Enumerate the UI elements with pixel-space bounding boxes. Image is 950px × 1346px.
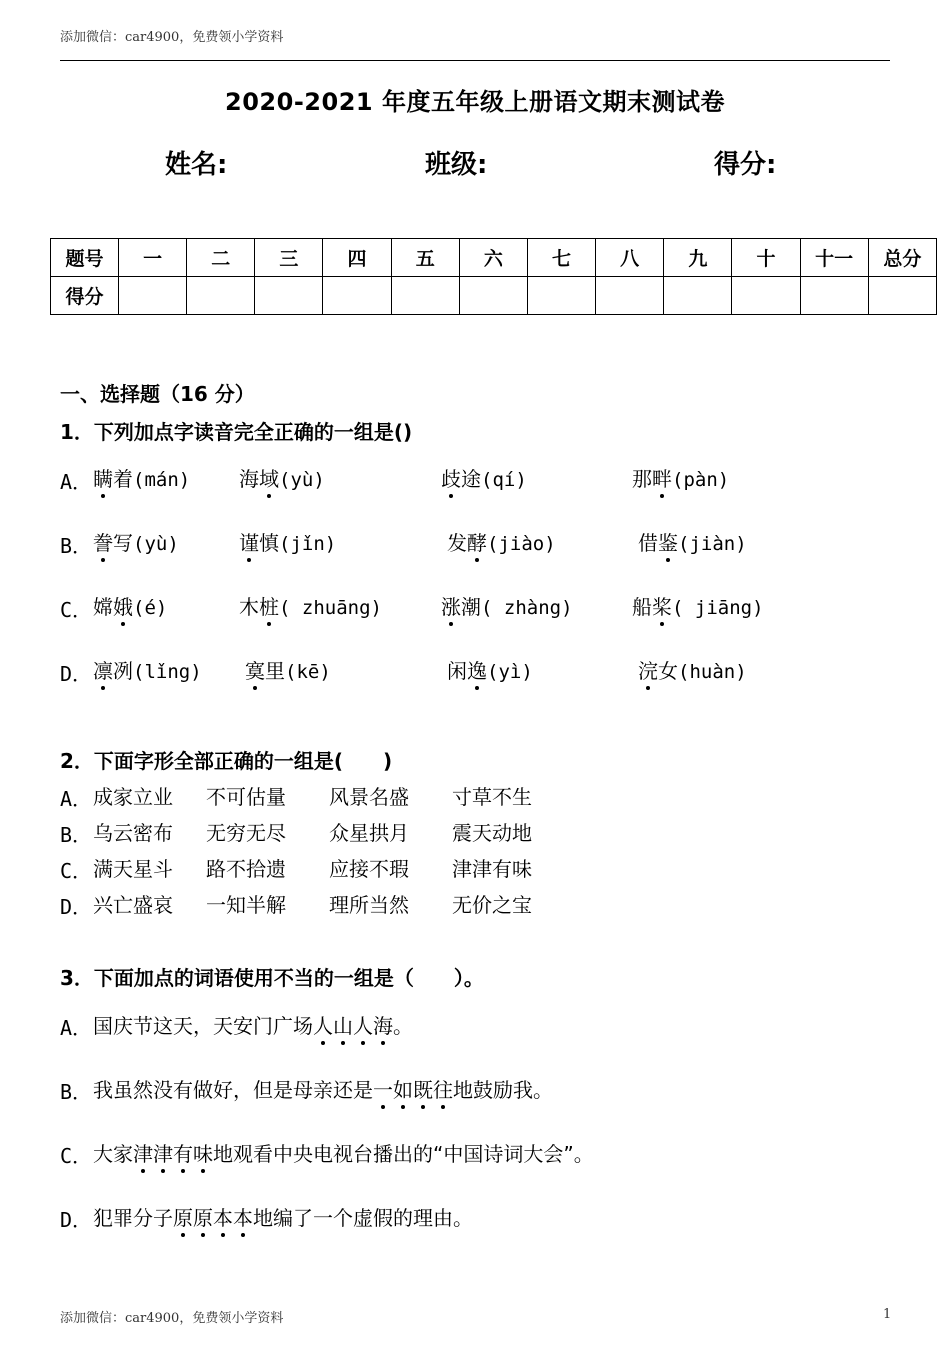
score-table-score-row: [51, 277, 937, 315]
q2-word: 震天动地: [452, 821, 532, 845]
pinyin: (yù): [133, 533, 179, 555]
q2-word: 应接不瑕: [329, 857, 409, 881]
dotted-char: 本: [233, 1202, 253, 1231]
word-text: 里: [265, 659, 285, 683]
score-table: [50, 238, 937, 315]
q1-option-item: [638, 655, 747, 684]
dotted-char: 海: [373, 1010, 393, 1039]
word-text: 慎: [259, 531, 279, 555]
q1-option-item: [447, 527, 556, 556]
q3-option-letter: D．: [60, 1208, 93, 1232]
header-text: 添加微信：car4900，免费领小学资料: [60, 30, 284, 45]
score-cell: [187, 277, 255, 315]
q2-word: 乌云密布: [93, 821, 173, 845]
page-number: 1: [883, 1307, 892, 1322]
word-text: 写: [113, 531, 133, 555]
q1-option-item: [245, 655, 331, 684]
section1-title: 一、选择题（16 分）: [60, 382, 255, 406]
q1-option-item: [93, 527, 179, 556]
table-header-cell: 一: [119, 239, 187, 277]
q1-option-item: [239, 463, 325, 492]
table-header-cell: 四: [323, 239, 391, 277]
q1-option-item: [93, 655, 202, 684]
header-divider: [60, 60, 890, 61]
sentence-text: 犯罪分子: [93, 1206, 173, 1230]
q2-word: 理所当然: [329, 893, 409, 917]
table-header-cell: 九: [664, 239, 732, 277]
q1-option-item: [441, 591, 573, 620]
exam-title: 2020-2021 年度五年级上册语文期末测试卷: [225, 88, 725, 116]
dotted-char: 有: [173, 1138, 193, 1167]
dotted-char: 味: [193, 1138, 213, 1167]
q1-option-item: [638, 527, 747, 556]
pinyin: ( zhuāng): [279, 597, 382, 619]
score-cell: [323, 277, 391, 315]
dotted-char: 人: [313, 1010, 333, 1039]
dotted-char: 凛: [93, 655, 113, 684]
q1-option-item: [93, 463, 190, 492]
dotted-char: 人: [353, 1010, 373, 1039]
pinyin: (é): [133, 597, 168, 619]
dotted-char: 浣: [638, 655, 658, 684]
sentence-text: 。: [393, 1014, 413, 1038]
pinyin: (lǐng): [133, 661, 202, 683]
score-cell: [255, 277, 323, 315]
dotted-char: 逸: [467, 655, 487, 684]
score-cell: [527, 277, 595, 315]
dotted-char: 往: [433, 1074, 453, 1103]
pinyin: (jǐn): [279, 533, 337, 555]
q3-option-letter: C．: [60, 1144, 93, 1168]
sentence-text: 我虽然没有做好，但是母亲还是: [93, 1078, 373, 1102]
q2-option-letter: D．: [60, 895, 93, 919]
q2-word: 兴亡盛哀: [93, 893, 173, 917]
q2-word: 成家立业: [93, 785, 173, 809]
dotted-char: 涨: [441, 591, 461, 620]
sentence-text: 地鼓励我。: [453, 1078, 553, 1102]
q1-option-item: [239, 591, 382, 620]
q2-word: 风景名盛: [329, 785, 409, 809]
dotted-char: 瞒: [93, 463, 113, 492]
table-header-cell: 三: [255, 239, 323, 277]
q2-option-letter: B．: [60, 823, 93, 847]
dotted-char: 域: [259, 463, 279, 492]
q2-word: 满天星斗: [93, 857, 173, 881]
score-cell: [391, 277, 459, 315]
score-label: 得分:: [714, 150, 777, 180]
dotted-char: 既: [413, 1074, 433, 1103]
table-header-cell: 七: [527, 239, 595, 277]
q1-option-letter: C．: [60, 598, 93, 622]
q1-option-item: [239, 527, 336, 556]
pinyin: (jiàn): [678, 533, 747, 555]
dotted-char: 桩: [259, 591, 279, 620]
word-text: 嫦: [93, 595, 113, 619]
q3-option-text: [93, 1074, 553, 1103]
pinyin: (jiào): [487, 533, 556, 555]
dotted-char: 一: [373, 1074, 393, 1103]
q1-option-item: [632, 591, 764, 620]
q1-option-item: [441, 463, 527, 492]
table-header-cell: 十一: [800, 239, 868, 277]
score-table-header-row: [51, 239, 937, 277]
score-cell: [868, 277, 936, 315]
dotted-char: 誊: [93, 527, 113, 556]
pinyin: (yù): [279, 469, 325, 491]
dotted-char: 谨: [239, 527, 259, 556]
q3-option-text: [93, 1202, 473, 1231]
dotted-char: 山: [333, 1010, 353, 1039]
q2-word: 寸草不生: [452, 785, 532, 809]
score-cell: [800, 277, 868, 315]
word-text: 女: [658, 659, 678, 683]
q1-option-item: [632, 463, 729, 492]
dotted-char: 津: [133, 1138, 153, 1167]
q2-word: 无价之宝: [452, 893, 532, 917]
dotted-char: 原: [193, 1202, 213, 1231]
pinyin: (mán): [133, 469, 191, 491]
dotted-char: 原: [173, 1202, 193, 1231]
pinyin: ( jiāng): [672, 597, 764, 619]
table-row-header: 得分: [51, 277, 119, 315]
q2-word: 不可估量: [206, 785, 286, 809]
score-cell: [119, 277, 187, 315]
word-text: 冽: [113, 659, 133, 683]
word-text: 途: [461, 467, 481, 491]
q1-option-letter: A．: [60, 470, 93, 494]
q1-option-item: [93, 591, 167, 620]
score-cell: [459, 277, 527, 315]
table-header-cell: 六: [459, 239, 527, 277]
q1-stem: 1．下列加点字读音完全正确的一组是(): [60, 420, 413, 444]
q2-word: 津津有味: [452, 857, 532, 881]
score-cell: [596, 277, 664, 315]
pinyin: (huàn): [678, 661, 747, 683]
dotted-char: 本: [213, 1202, 233, 1231]
q3-option-text: [93, 1010, 413, 1039]
class-label: 班级:: [425, 150, 488, 180]
dotted-char: 如: [393, 1074, 413, 1103]
table-header-cell: 八: [596, 239, 664, 277]
q2-word: 一知半解: [206, 893, 286, 917]
pinyin: (yì): [487, 661, 533, 683]
q3-option-letter: B．: [60, 1080, 93, 1104]
word-text: 船: [632, 595, 652, 619]
table-header-cell: 总分: [868, 239, 936, 277]
q2-stem: 2．下面字形全部正确的一组是( ): [60, 749, 393, 773]
word-text: 潮: [461, 595, 481, 619]
q1-option-item: [447, 655, 533, 684]
dotted-char: 津: [153, 1138, 173, 1167]
word-text: 木: [239, 595, 259, 619]
q1-option-letter: B．: [60, 534, 93, 558]
pinyin: (kē): [285, 661, 331, 683]
table-header-cell: 五: [391, 239, 459, 277]
q2-word: 无穷无尽: [206, 821, 286, 845]
q2-option-letter: A．: [60, 787, 93, 811]
word-text: 海: [239, 467, 259, 491]
dotted-char: 寞: [245, 655, 265, 684]
q3-stem: 3．下面加点的词语使用不当的一组是（ ）。: [60, 966, 484, 990]
pinyin: ( zhàng): [481, 597, 573, 619]
table-header-cell: 二: [187, 239, 255, 277]
table-header-cell: 题号: [51, 239, 119, 277]
word-text: 借: [638, 531, 658, 555]
score-cell: [732, 277, 800, 315]
q2-word: 众星拱月: [329, 821, 409, 845]
sentence-text: 大家: [93, 1142, 133, 1166]
name-label: 姓名:: [165, 150, 228, 180]
word-text: 着: [113, 467, 133, 491]
sentence-text: 国庆节这天，天安门广场: [93, 1014, 313, 1038]
footer-text: 添加微信：car4900，免费领小学资料: [60, 1311, 284, 1326]
sentence-text: 地观看中央电视台播出的“中国诗词大会”。: [213, 1142, 594, 1166]
dotted-char: 畔: [652, 463, 672, 492]
pinyin: (pàn): [672, 469, 730, 491]
sentence-text: 地编了一个虚假的理由。: [253, 1206, 473, 1230]
score-cell: [664, 277, 732, 315]
q3-option-text: [93, 1138, 594, 1167]
dotted-char: 桨: [652, 591, 672, 620]
word-text: 发: [447, 531, 467, 555]
table-header-cell: 十: [732, 239, 800, 277]
word-text: 那: [632, 467, 652, 491]
dotted-char: 娥: [113, 591, 133, 620]
q2-word: 路不拾遗: [206, 857, 286, 881]
pinyin: (qí): [481, 469, 527, 491]
q2-option-letter: C．: [60, 859, 93, 883]
q1-option-letter: D．: [60, 662, 93, 686]
q3-option-letter: A．: [60, 1016, 93, 1040]
word-text: 闲: [447, 659, 467, 683]
dotted-char: 歧: [441, 463, 461, 492]
dotted-char: 酵: [467, 527, 487, 556]
dotted-char: 鉴: [658, 527, 678, 556]
